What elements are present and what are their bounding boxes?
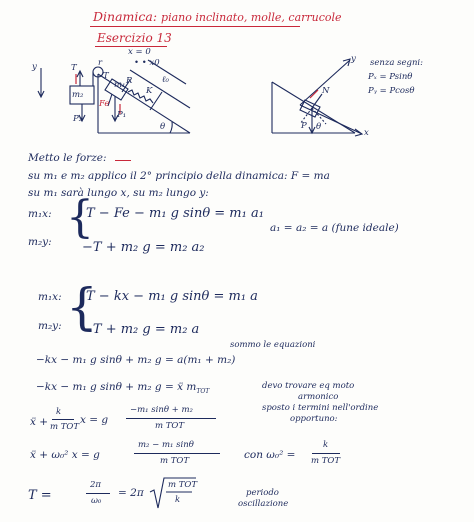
fig1-x0b-label: • • x0 [134, 58, 160, 68]
fig2-note-1: senza segni: [370, 58, 424, 68]
fig1-r-label: r [98, 58, 103, 68]
eq9-frac-bar [86, 493, 110, 494]
eq6-left: −kx − m₁ g sinθ + m₂ g = ẍ m [36, 381, 197, 393]
system-brace-2: { [66, 278, 98, 336]
fig1-theta-label: θ [160, 122, 166, 132]
eq2: −T + m₂ g = m₂ a₂ [82, 240, 205, 255]
fig1-k-label: K [146, 86, 153, 96]
fig2-x-label: x [364, 128, 369, 138]
eq7-frac2-den: m TOT [155, 421, 185, 431]
sommo-note: sommo le equazioni [230, 340, 316, 350]
eq8-con: con ω₀² = [244, 449, 296, 461]
eq9-root-den: k [175, 495, 181, 505]
metto-le-forze: Metto le forze: [28, 152, 107, 164]
note-armonico: armonico [298, 392, 339, 402]
eq3: T − kx − m₁ g sinθ = m₁ a [86, 289, 258, 304]
eq7-frac2-num: −m₁ sinθ + m₂ [130, 405, 193, 415]
periodo-label: periodo [246, 488, 279, 498]
fig1-T2-label: T [103, 71, 109, 81]
fig1-P2-label: P₂ [73, 114, 83, 124]
note-eq-moto: devo trovare eq moto [262, 381, 355, 391]
eq9-mid: = 2π [118, 487, 144, 499]
oscillazione-label: oscillazione [238, 499, 289, 509]
cond-ideal-rope: a₁ = a₂ = a (fune ideale) [270, 222, 399, 234]
text-line-2: su m₁ sarà lungo x, su m₂ lungo y: [28, 187, 209, 199]
eq2-label: m₂y: [28, 236, 52, 248]
fig1-m2-label: m₂ [72, 90, 84, 100]
eq9-left: T = [28, 488, 52, 503]
eq9-frac-num: 2π [90, 480, 101, 490]
system-brace-1: { [66, 192, 94, 243]
title-label: Dinamica: [93, 9, 158, 24]
eq9-root-num: m TOT [168, 480, 198, 490]
fig1-fe-label: Fe [99, 99, 110, 109]
note-opportuno: opportuno: [290, 414, 338, 424]
eq8-frac3-num: k [323, 440, 329, 450]
note-sposto: sposto i termini nell'ordine [262, 403, 379, 413]
eq9-frac-den: ω₀ [91, 496, 102, 506]
red-dash [115, 160, 131, 161]
eq8-left: ẍ + ω₀² x = g [30, 449, 100, 461]
eq7-left: ẍ + [30, 416, 49, 428]
fig2-note-2: Pₓ = Psinθ [368, 72, 413, 82]
fig2-N-label: N [322, 86, 330, 96]
eq1-label: m₁x: [28, 208, 52, 220]
eq6 [36, 381, 209, 395]
eq4: −T + m₂ g = m₂ a [82, 322, 200, 337]
eq6-sub: TOT [196, 388, 210, 396]
fig1-m1-label: m₁ [114, 80, 126, 90]
eq7-frac2-bar [126, 418, 216, 419]
fig2-y-label: y [351, 54, 356, 64]
eq4-label: m₂y: [38, 320, 62, 332]
fig2-theta-label: θ [316, 122, 322, 132]
eq1: T − Fe − m₁ g sinθ = m₁ a₁ [86, 206, 264, 221]
eq7-frac-bar [52, 419, 74, 420]
title-rest: piano inclinato, molle, carrucole [161, 11, 342, 24]
eq8-frac-bar [134, 453, 220, 454]
fig2-P-label: P [301, 121, 307, 131]
eq8-frac-num: m₂ − m₁ sinθ [138, 440, 194, 450]
fig1-T-label: T [71, 63, 77, 73]
eq8-frac3-den: m TOT [311, 456, 341, 466]
eq8-frac-den: m TOT [160, 456, 190, 466]
fig2-note-3: Pᵧ = Pcosθ [368, 86, 415, 96]
eq5: −kx − m₁ g sinθ + m₂ g = a(m₁ + m₂) [36, 354, 236, 366]
eq3-label: m₁x: [38, 291, 62, 303]
text-line-1: su m₁ e m₂ applico il 2° principio della dinamica: F = ma [28, 170, 330, 182]
fig1-l0-label: ℓ₀ [162, 75, 169, 85]
fig1-p1-label: P₁ [117, 110, 127, 120]
fig1-R-label: R [126, 76, 133, 86]
eq8-frac3-bar [312, 453, 340, 454]
fig1-y-label: y [32, 62, 37, 72]
eq7-frac-den: m TOT [50, 422, 80, 432]
eq7-mid: x = g [80, 414, 109, 426]
fig1-x0-label: x = 0 [128, 47, 151, 57]
exercise-label: Esercizio 13 [97, 31, 172, 45]
eq7-frac-num: k [56, 407, 62, 417]
